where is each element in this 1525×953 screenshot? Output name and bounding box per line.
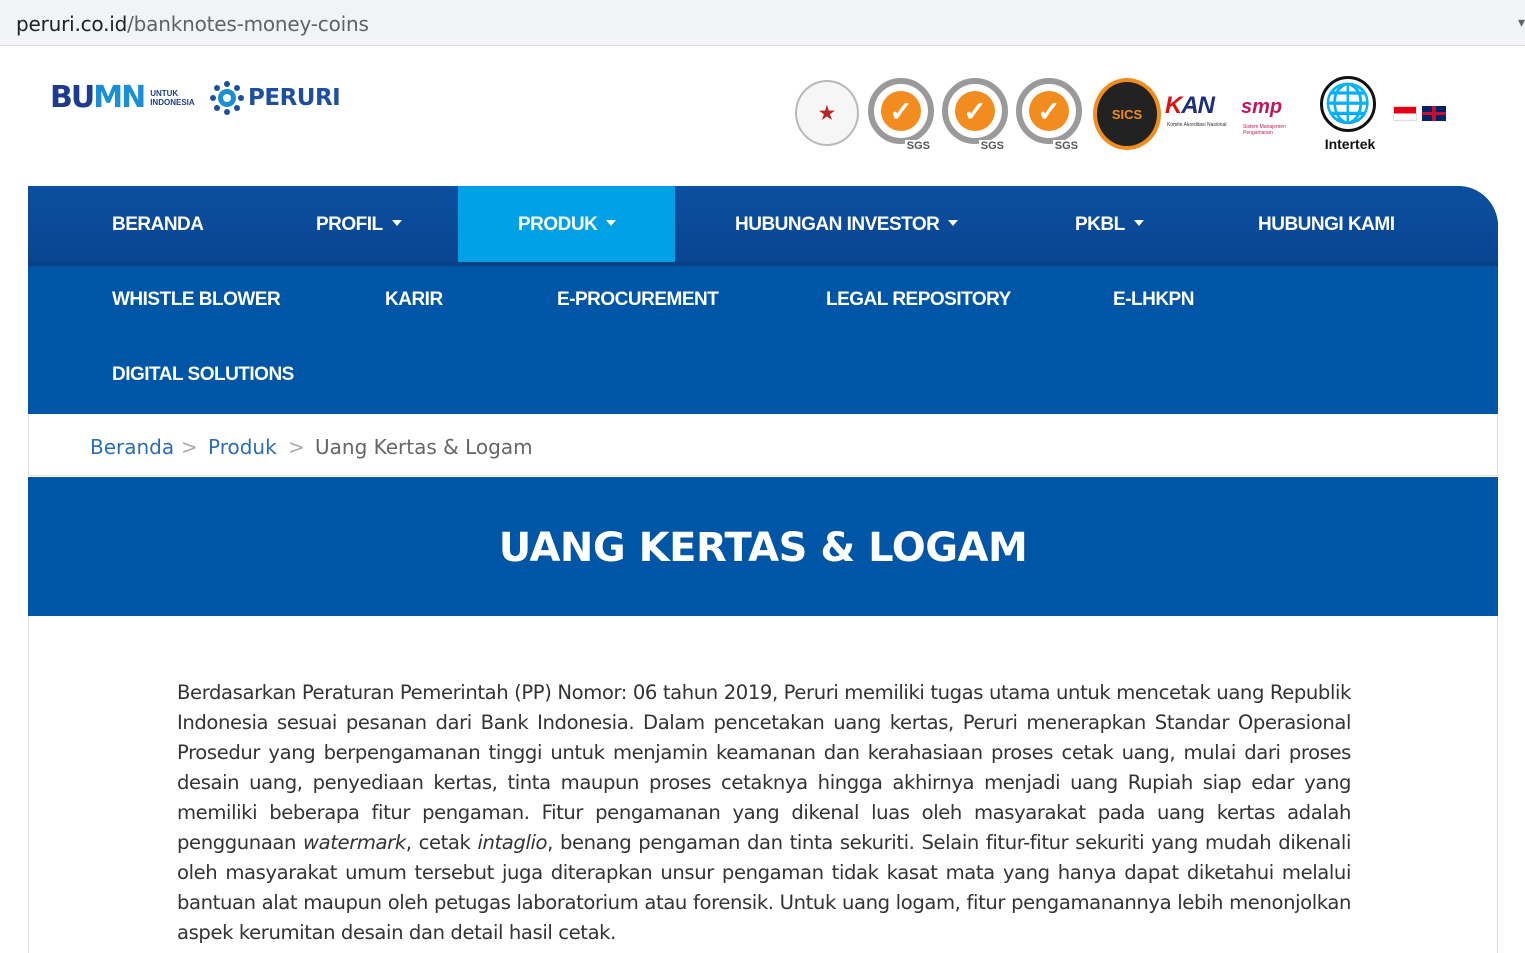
sgs-certification-badge-2: ✓ SGS bbox=[942, 78, 1008, 148]
chevron-down-icon bbox=[606, 220, 616, 226]
chevron-down-icon bbox=[392, 220, 402, 226]
bumn-logo-subtitle: UNTUK INDONESIA bbox=[150, 89, 195, 107]
body-paragraph: Berdasarkan Peraturan Pemerintah (PP) Nomor: 06 tahun 2019, Peruri memiliki tugas utama untuk mencetak uang Republik Indonesia sesuai pesanan dari Bank Indonesia. Dalam pencetakan uang kertas, Peruri menerapkan Standar Operasional Prosedur yang berpengamanan tinggi untuk menjamin keamanan dan kerahasiaan proses cetak uang, mulai dari proses desain uang, penyediaan kertas, tinta maupun proses cetaknya hingga akhirnya menjadi uang Rupiah siap edar yang memiliki beberapa fitur pengaman. Fitur pengamanan yang dikenal luas oleh masyarakat pada uang kertas adalah penggunaan watermark, cetak intaglio, benang pengaman dan tinta sekuriti. Selain fitur-fitur sekuriti yang mudah dikenali oleh masyarakat umum tersebut juga diterapkan unsur pengaman tidak kasat mata yang hanya dapat diketahui melalui bantuan alat maupun oleh petugas laboratorium atau forensik. Untuk uang logam, fitur pengamanannya lebih menonjolkan aspek kerumitan desain dan detail hasil cetak. bbox=[177, 681, 1351, 944]
check-icon: ✓ bbox=[955, 91, 995, 131]
breadcrumb-link-beranda[interactable]: Beranda bbox=[90, 435, 175, 459]
nav-item-e-procurement[interactable]: E-PROCUREMENT bbox=[557, 289, 719, 310]
kan-logo: KAN Komite Akreditasi Nasional bbox=[1165, 92, 1227, 128]
nav-item-pkbl[interactable]: PKBL bbox=[1075, 214, 1144, 236]
nav-item-produk[interactable]: PRODUK bbox=[518, 214, 616, 236]
sucofindo-certification-badge: SICS bbox=[1093, 78, 1161, 150]
breadcrumb bbox=[28, 414, 1498, 476]
peruri-emblem-icon bbox=[210, 81, 244, 115]
url-path: /banknotes-money-coins bbox=[127, 12, 369, 36]
chevron-down-icon bbox=[948, 220, 958, 226]
check-icon: ✓ bbox=[1029, 91, 1069, 131]
smp-logo: smp Sistem Manajemen Pengamanan bbox=[1241, 96, 1286, 136]
chevron-down-icon bbox=[1134, 220, 1144, 226]
breadcrumb-link-produk[interactable]: Produk bbox=[208, 435, 277, 459]
flag-english-icon[interactable] bbox=[1422, 106, 1446, 121]
nav-item-hubungi-kami[interactable]: HUBUNGI KAMI bbox=[1258, 214, 1395, 235]
sgs-certification-badge-1: ✓ SGS bbox=[868, 78, 934, 148]
nav-item-karir[interactable]: KARIR bbox=[385, 289, 443, 310]
nav-item-legal-repository[interactable]: LEGAL REPOSITORY bbox=[826, 289, 1011, 310]
breadcrumb-current: Uang Kertas & Logam bbox=[315, 435, 533, 459]
page-title: UANG KERTAS & LOGAM bbox=[498, 525, 1028, 571]
intertek-certification-badge: 🌐 Intertek bbox=[1320, 76, 1380, 152]
url-domain: peruri.co.id bbox=[16, 12, 128, 36]
nav-item-hubungan-investor[interactable]: HUBUNGAN INVESTOR bbox=[735, 214, 958, 236]
nav-item-e-lhkpn[interactable]: E-LHKPN bbox=[1113, 289, 1194, 310]
nav-item-profil[interactable]: PROFIL bbox=[316, 214, 402, 236]
breadcrumb-separator: > bbox=[288, 435, 305, 459]
url-text[interactable] bbox=[16, 12, 369, 36]
sgs-certification-badge-3: ✓ SGS bbox=[1016, 78, 1082, 148]
breadcrumb-separator: > bbox=[181, 435, 198, 459]
bumn-logo-word: BUMN bbox=[50, 80, 145, 115]
main-navigation bbox=[28, 186, 1498, 414]
nav-item-beranda[interactable]: BERANDA bbox=[112, 214, 204, 235]
nav-item-digital-solutions[interactable]: DIGITAL SOLUTIONS bbox=[112, 364, 294, 385]
nav-item-whistle-blower[interactable]: WHISTLE BLOWER bbox=[112, 289, 281, 310]
certification-logos bbox=[793, 74, 1463, 158]
check-icon: ✓ bbox=[881, 91, 921, 131]
flag-indonesia-icon[interactable] bbox=[1393, 106, 1417, 121]
globe-icon: 🌐 bbox=[1320, 76, 1376, 132]
content-section bbox=[28, 616, 1498, 953]
page-title-banner bbox=[28, 477, 1498, 616]
security-printing-seal-icon: ★ bbox=[795, 80, 859, 146]
bumn-logo[interactable] bbox=[50, 82, 195, 114]
dropdown-arrow-icon[interactable]: ▾ bbox=[1517, 14, 1525, 30]
peruri-logo[interactable] bbox=[210, 80, 340, 116]
browser-address-bar[interactable] bbox=[0, 0, 1525, 46]
peruri-logo-text: PERURI bbox=[248, 85, 341, 111]
